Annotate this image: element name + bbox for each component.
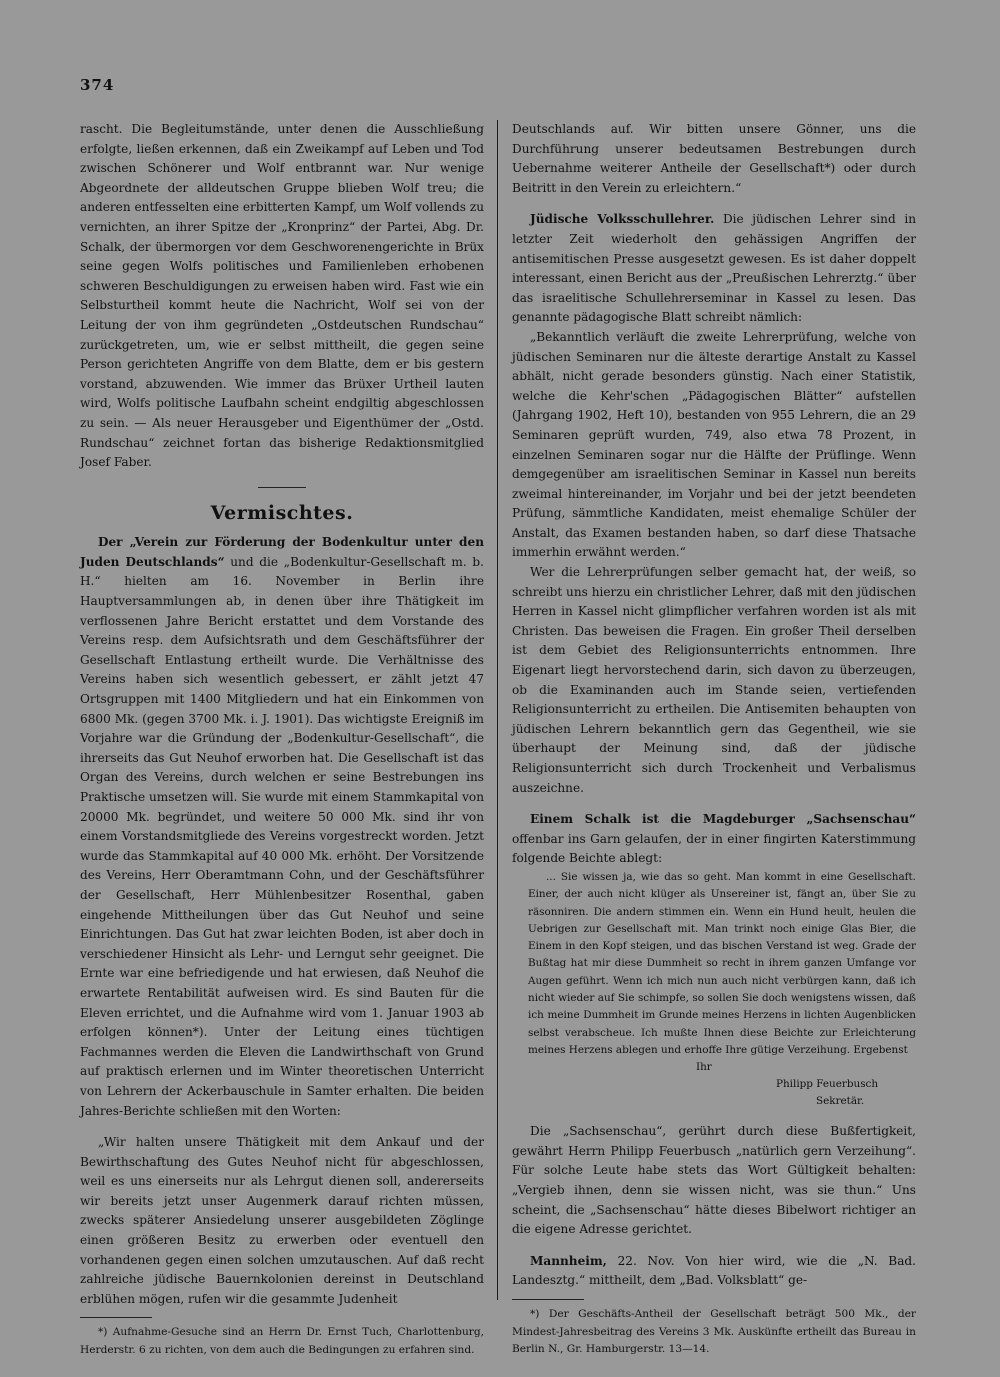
paragraph-sachsenschau-response: Die „Sachsenschau“, gerührt durch diese Bußfertigkeit, gewährt Herrn Philipp Feuerbusch „natürlich gern Verzeihung“. Für solche Leute habe stets das Wort Gültigkeit behalten: „Vergieb ihnen, denn sie wissen nicht, was sie thun.“ Uns scheint, die „Sachsenschau“ hätte dieses Bibelwort richtiger an die eigene Adresse gerichtet. [512, 1124, 916, 1237]
paragraph-quote-neuhof: „Wir halten unsere Thätigkeit mit dem Ankauf und der Bewirthschaftung des Gutes Neuhof nicht für abgeschlossen, weil es uns einerseits nur als Lehrgut dienen soll, andererseits wir bereits jetzt unser Augenmerk darauf richten müssen, zwecks späterer Ansiedelung unserer ausgebildeten Zöglinge einen größeren Besitz zu erwerben oder eventuell den vorhandenen gegen einen solchen umzutauschen. Auf daß recht zahlreiche jüdische Bauernkolonien dereinst in Deutschland erblühen mögen, rufen wir die gesammte Judenheit [80, 1135, 484, 1306]
confession-quote [512, 869, 916, 1110]
section-title: Vermischtes. [210, 501, 354, 524]
article-body-sachsenschau: offenbar ins Garn gelaufen, der in einer fingirten Katerstimmung folgende Beichte ablegt: [512, 831, 916, 866]
signature-ihr: Ihr [696, 1061, 712, 1074]
paragraph-bodenkultur [80, 533, 484, 1121]
footnote-rule-right [512, 1299, 584, 1300]
page-number: 374 [80, 76, 115, 94]
left-column [80, 120, 484, 1360]
footnote-rule [80, 1317, 152, 1318]
article-body-bodenkultur: und die „Bodenkultur-Gesellschaft m. b. H.“ hielten am 16. November in Berlin ihre Hauptversammlungen ab, in denen über ihre Thätigkeit im verflossenen Jahre Bericht erstattet und dem Vorstande des Vereins resp. dem Aufsichtsrath und dem Geschäftsführer der Gesellschaft Entlastung ertheilt wurde. Die Verhältnisse des Vereins haben sich wesentlich gebessert, er zählt jetzt 47 Ortsgruppen mit 1400 Mitgliedern und hat ein Einkommen von 6800 Mk. (gegen 3700 Mk. i. J. 1901). Das wichtigste Ereigniß im Vorjahre war die Gründung der „Bodenkultur-Gesellschaft“, die ihrerseits das Gut Neuhof erworben hat. Die Gesellschaft ist das Organ des Vereins, durch welchen er seine Bestrebungen ins Praktische umsetzen will. Sie wurde mit einem Stammkapital von 20000 Mk. begründet, und weitere 50 000 Mk. sind ihr von einem Vorstandsmitgliede des Vereins vorgestreckt worden. Jetzt wurde das Stammkapital auf 40 000 Mk. erhöht. Der Vorsitzende des Vereins, Herr Oberamtmann Cohn, und der Geschäftsführer der Gesellschaft, Herr Mühlenbesitzer Rosenthal, gaben eingehende Mittheilungen über das Gut Neuhof und seine Einrichtungen. Das Gut hat zwar leichten Boden, ist aber doch in verschiedener Hinsicht als Lehr- und Lerngut sehr geeignet. Die Ernte war eine befriedigende und hat erwiesen, daß Neuhof die erwartete Rentabilität aufweisen wird. Es sind Bauten für die Eleven errichtet, und die Aufnahme wird vom 1. Januar 1903 ab erfolgen können*). Unter der Leitung eines tüchtigen Fachmannes werden die Eleven die Landwirthschaft von Grund auf praktisch erlernen und im Winter theoretischen Unterricht von Lehrern der Ackerbauschule in Samter erhalten. Die beiden Jahres-Berichte schließen mit den Worten: [80, 554, 485, 1118]
paragraph-christlicher-lehrer: Wer die Lehrerprüfungen selber gemacht hat, der weiß, so schreibt uns hierzu ein christlicher Lehrer, daß mit den jüdischen Herren in Kassel nicht glimpflicher verfahren worden ist als mit Christen. Das beweisen die Fragen. Ein großer Theil derselben ist dem Gebiet des Religionsunterrichts entnommen. Ihre Eigenart liegt hervorstechend darin, sich davon zu überzeugen, ob die Examinanden auch im Stande seien, vertiefenden Religionsunterricht zu ertheilen. Die Antisemiten behaupten von jüdischen Lehrern bekanntlich gern das Gegentheil, wie sie überhaupt der Meinung sind, daß der jüdische Religionsunterricht sich durch Trockenheit und Verbalismus auszeichne. [512, 565, 916, 795]
article-lead-mannheim: Mannheim, [530, 1253, 607, 1268]
paragraph-mannheim [512, 1252, 916, 1291]
paragraph-volksschullehrer [512, 210, 916, 328]
paragraph-lehrerpruefung-quote: „Bekanntlich verläuft die zweite Lehrerprüfung, welche von jüdischen Seminaren nur die älteste derartige Anstalt zu Kassel abhält, nicht gerade besonders günstig. Nach einer Statistik, welche die Kehr'schen „Pädagogischen Blätter“ aufstellen (Jahrgang 1902, Heft 10), bestanden von 955 Lehrern, die an 29 Seminaren geprüft wurden, 749, also etwa 78 Prozent, in einzelnen Seminaren sogar nur die Hälfte der Prüflinge. Wenn demgegenüber am israelitischen Seminar in Kassel nun bereits zweimal hintereinander, im Vorjahr und bei der jetzt beendeten Prüfung, sämmtliche Kandidaten, meist ehemalige Schüler der Anstalt, das Examen bestanden haben, so darf diese Thatsache immerhin erwähnt werden.“ [512, 329, 916, 560]
right-column [512, 120, 916, 1359]
footnote-left: *) Aufnahme-Gesuche sind an Herrn Dr. Ernst Tuch, Charlottenburg, Herderstr. 6 zu richten, von dem auch die Bedingungen zu erfahren sind. [80, 1326, 484, 1357]
short-divider [258, 487, 306, 488]
confession-text: ... Sie wissen ja, wie das so geht. Man kommt in eine Gesellschaft. Einer, der auch nicht klüger als Unsereiner ist, fängt an, über Sie zu räsonniren. Die andern stimmen ein. Wenn ein Hund heult, heulen die Uebrigen zur Gesellschaft mit. Man trinkt noch einige Glas Bier, die Einem in den Kopf steigen, und das bischen Verstand ist weg. Grade der Bußtag hat mir diese Dummheit so recht in ihrem ganzen Umfange vor Augen geführt. Wenn ich mich nun auch nicht verbürgen kann, daß ich nicht wieder auf Sie schimpfe, so sollen Sie doch wenigstens wissen, daß ich meine Dummheit im Grunde meines Herzens in lichten Augenblicken selbst verabscheue. Ich mußte Ihnen diese Beichte zur Erleichterung meines Herzens ablegen und erhoffe Ihre gütige Verzeihung. Ergebenst [528, 870, 916, 1056]
footnote-right: *) Der Geschäfts-Antheil der Gesellschaft beträgt 500 Mk., der Mindest-Jahresbeitrag des Vereins 3 Mk. Auskünfte ertheilt das Bureau in Berlin N., Gr. Hamburgerstr. 13—14. [512, 1307, 916, 1356]
article-body-mannheim: 22. Nov. Von hier wird, wie die „N. Bad. Landesztg.“ mittheilt, dem „Bad. Volksblatt“ ge- [512, 1253, 916, 1288]
article-lead-bodenkultur: Der „Verein zur Förderung der Bodenkultur unter den Juden Deutschlands“ [80, 535, 484, 569]
column-divider [497, 120, 498, 1300]
paragraph-sachsenschau [512, 810, 916, 869]
article-lead-volksschullehrer: Jüdische Volksschullehrer. [530, 212, 715, 227]
paragraph-continuation: Deutschlands auf. Wir bitten unsere Gönner, uns die Durchführung unserer bedeutsamen Bestrebungen durch Uebernahme weiterer Antheile der Gesellschaft*) oder durch Beitritt in den Verein zu erleichtern.“ [512, 122, 916, 195]
signature-name: Philipp Feuerbusch [776, 1078, 879, 1091]
article-body-volksschullehrer: Die jüdischen Lehrer sind in letzter Zeit wiederholt den gehässigen Angriffen der antisemitischen Presse ausgesetzt gewesen. Es ist daher doppelt interessant, einen Bericht aus der „Preußischen Lehrerztg.“ über das israelitische Schullehrerseminar in Kassel zu lesen. Das genannte pädagogische Blatt schreibt nämlich: [512, 212, 916, 325]
article-lead-sachsenschau: Einem Schalk ist die Magdeburger „Sachsenschau“ [530, 812, 916, 827]
paragraph-schoenerer-wolf: rascht. Die Begleitumstände, unter denen die Ausschließung erfolgte, ließen erkennen, daß ein Zweikampf auf Leben und Tod zwischen Schönerer und Wolf entbrannt war. Nur wenige Abgeordnete der alldeutschen Gruppe blieben Wolf treu; die anderen entfesselten eine erbitterten Kampf, um Wolf vollends zu vernichten, an ihrer Spitze der „Kronprinz“ der Partei, Abg. Dr. Schalk, der übermorgen vor dem Geschworenengerichte in Brüx seine gegen Wolfs politisches und Familienleben erhobenen schweren Beschuldigungen zu erweisen haben wird. Fast wie ein Selbsturtheil kommt heute die Nachricht, Wolf sei von der Leitung der von ihm gegründeten „Ostdeutschen Rundschau“ zurückgetreten, um, wie er selbst mittheilt, die gegen seine Person gerichteten Angriffe von dem Blatte, dem er bis gestern vorstand, abzuwenden. Wie immer das Brüxer Urtheil lauten wird, Wolfs politische Laufbahn scheint endgiltig abgeschlossen zu sein. — Als neuer Herausgeber und Eigenthümer der „Ostd. Rundschau“ zeichnet fortan das bisherige Redaktionsmitglied Josef Faber. [80, 122, 484, 470]
signature-title: Sekretär. [816, 1095, 865, 1108]
